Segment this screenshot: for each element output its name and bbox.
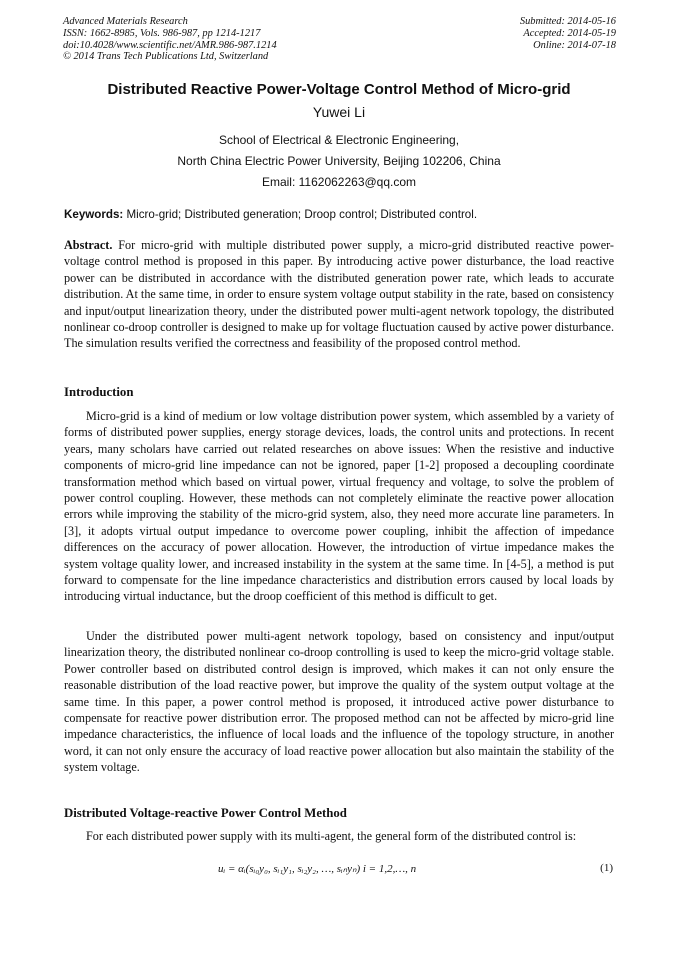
copyright: © 2014 Trans Tech Publications Ltd, Switzerland <box>63 51 269 63</box>
paper-title: Distributed Reactive Power-Voltage Control Method of Micro-grid <box>107 81 571 98</box>
author-email: Email: 1162062263@qq.com <box>261 175 417 189</box>
method-heading: Distributed Voltage-reactive Power Control Method <box>64 806 347 820</box>
issn: ISSN: 1662-8985, Vols. 986-987, pp 1214-1217 <box>63 27 261 39</box>
doi: doi:10.4028/www.scientific.net/AMR.986-987.1214 <box>63 39 277 51</box>
abstract-label: Abstract. <box>64 238 113 252</box>
keywords-text: Micro-grid; Distributed generation; Droop control; Distributed control. <box>123 208 478 221</box>
introduction-heading: Introduction <box>64 385 134 399</box>
author-name: Yuwei Li <box>312 104 366 120</box>
publication-dates <box>520 16 616 51</box>
journal-info <box>63 16 277 63</box>
method-paragraph-1: For each distributed power supply with its multi-agent, the general form of the distributed control is: <box>86 829 577 843</box>
accepted-date: Accepted: 2014-05-19 <box>523 27 616 39</box>
submitted-date: Submitted: 2014-05-16 <box>519 16 616 27</box>
introduction-paragraph-2: Under the distributed power multi-agent network topology, based on consistency and input/output linearization theory, the distributed nonlinear co-droop controlling is used to keep the micro-grid voltage stable. Power controller based on distributed control design is improved, which makes it can not only ensure the reasonable distribution of the load reactive power, but improve the quality of the system output voltage at the same time. In this paper, a power control method is proposed, it introduced active power disturbance to compensate for reactive power distribution error. The proposed method can not be affected by micro-grid line impedance characteristics, the influence of local loads and the influence of the topology structure, in another word, it can not only ensure the accuracy of load reactive power allocation but also maintain the stability of the system voltage. <box>64 629 614 775</box>
online-date: Online: 2014-07-18 <box>533 39 616 51</box>
abstract <box>64 237 614 352</box>
keywords <box>64 208 477 221</box>
journal-name: Advanced Materials Research <box>63 16 188 27</box>
abstract-text: For micro-grid with multiple distributed power supply, a micro-grid distributed reactive power-voltage control method is proposed in this paper. By introducing active power disturbance, the load reactive power can be distributed in accordance with the distributed generation power rate, which leads to accurate distribution. At the same time, in order to ensure system voltage output stability in the rate, based on consistency and input/output linearization theory, under the distributed power multi-agent network topology, the distributed nonlinear co-droop controller is designed to make up for voltage fluctuation caused by active power disturbance. The simulation results verified the correctness and feasibility of the proposed control method. <box>64 238 614 351</box>
affiliation-line-1: School of Electrical & Electronic Engineering, <box>218 133 460 147</box>
introduction-paragraph-1: Micro-grid is a kind of medium or low voltage distribution power system, which assembled by a variety of forms of distributed power supplies, energy storage devices, loads, the control units and protections. In recent years, many scholars have carried out related researches on above issues: When the resistive and inductive components of micro-grid line impedance can not be ignored, paper [1-2] proposed a decoupling coordinate transformation method which based on virtual power, virtual frequency and voltage, to solve the problem of power control coupling. However, these methods can not completely eliminate the reactive power allocation errors while improving the stability of the micro-grid system, also, they need more accurate line parameters. In [3], it adopts virtual output impedance to overcome power coupling, inhibit the affection of impedance differences on the accuracy of power allocation. However, the introduction of virtue impedance makes the system voltage quality lower, and increased instability in the system at the same time. In [4-5], a method is put forward to compensate for the line impedance characteristics and distribution errors caused by local loads by introducing virtual inductance, but the droop coefficient of this method is difficult to get. <box>64 409 614 604</box>
equation-number: (1) <box>600 862 613 874</box>
affiliation-line-2: North China Electric Power University, Beijing 102206, China <box>177 154 501 168</box>
equation-expression: uᵢ = αᵢ(sᵢ₀y₀, sᵢ₁y₁, sᵢ₂y₂, …, sᵢₙyₙ) i = 1,2,…, n <box>218 863 417 875</box>
keywords-label: Keywords: <box>64 208 124 221</box>
